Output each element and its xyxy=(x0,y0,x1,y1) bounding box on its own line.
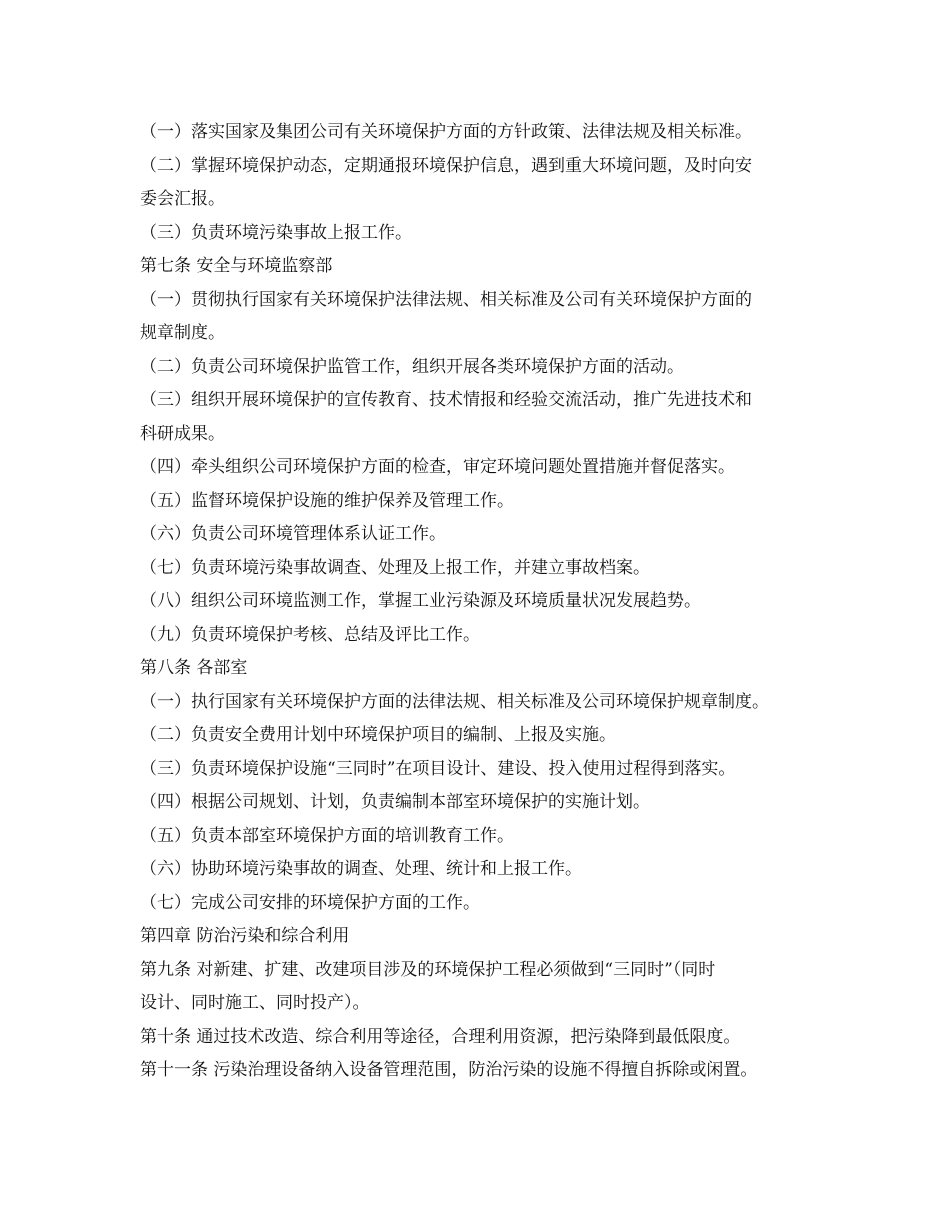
text-line: 第十一条 污染治理设备纳入设备管理范围，防治污染的设施不得擅自拆除或闲置。 xyxy=(140,1060,758,1080)
text-line: （一）贯彻执行国家有关环境保护法律法规、相关标准及公司有关环境保护方面的 xyxy=(140,289,752,310)
text-line: （二）负责公司环境保护监管工作，组织开展各类环境保护方面的活动。 xyxy=(140,356,684,377)
text-line: 科研成果。 xyxy=(140,423,225,444)
text-line: （七）完成公司安排的环境保护方面的工作。 xyxy=(140,892,480,913)
text-line: （二）掌握环境保护动态，定期通报环境保护信息，遇到重大环境问题，及时向安 xyxy=(140,155,752,176)
text-line: （三）组织开展环境保护的宣传教育、技术情报和经验交流活动，推广先进技术和 xyxy=(140,390,752,410)
text-line: （三）负责环境污染事故上报工作。 xyxy=(140,222,412,243)
text-line: （四）牵头组织公司环境保护方面的检查，审定环境问题处置措施并督促落实。 xyxy=(140,457,735,477)
text-line: 第十条 通过技术改造、综合利用等途径，合理利用资源，把污染降到最低限度。 xyxy=(140,1026,741,1047)
text-line: （五）监督环境保护设施的维护保养及管理工作。 xyxy=(140,490,514,511)
text-line: （八）组织公司环境监测工作，掌握工业污染源及环境质量状况发展趋势。 xyxy=(140,591,701,611)
text-line: （四）根据公司规划、计划，负责编制本部室环境保护的实施计划。 xyxy=(140,792,650,812)
chapter-heading: 第四章 防治污染和综合利用 xyxy=(140,926,350,946)
text-line: （九）负责环境保护考核、总结及评比工作。 xyxy=(140,624,480,645)
text-line: （一）执行国家有关环境保护方面的法律法规、相关标准及公司环境保护规章制度。 xyxy=(140,691,769,712)
text-line: （五）负责本部室环境保护方面的培训教育工作。 xyxy=(140,825,514,846)
text-line: （一）落实国家及集团公司有关环境保护方面的方针政策、法律法规及相关标准。 xyxy=(140,122,752,142)
text-line: 委会汇报。 xyxy=(140,189,225,209)
article-heading: 第七条 安全与环境监察部 xyxy=(140,256,333,276)
document-body xyxy=(140,116,830,1088)
text-line: （二）负责安全费用计划中环境保护项目的编制、上报及实施。 xyxy=(140,725,616,745)
text-line: 规章制度。 xyxy=(140,323,225,343)
text-line: （三）负责环境保护设施“三同时”在项目设计、建设、投入使用过程得到落实。 xyxy=(140,758,736,779)
article-heading: 第八条 各部室 xyxy=(140,658,248,678)
text-line: （六）负责公司环境管理体系认证工作。 xyxy=(140,524,446,544)
text-line: 设计、同时施工、同时投产）。 xyxy=(140,993,370,1013)
text-line: 第九条 对新建、扩建、改建项目涉及的环境保护工程必须做到“三同时”（同时 xyxy=(140,959,716,980)
text-line: （七）负责环境污染事故调查、处理及上报工作，并建立事故档案。 xyxy=(140,557,650,578)
text-line: （六）协助环境污染事故的调查、处理、统计和上报工作。 xyxy=(140,859,582,879)
